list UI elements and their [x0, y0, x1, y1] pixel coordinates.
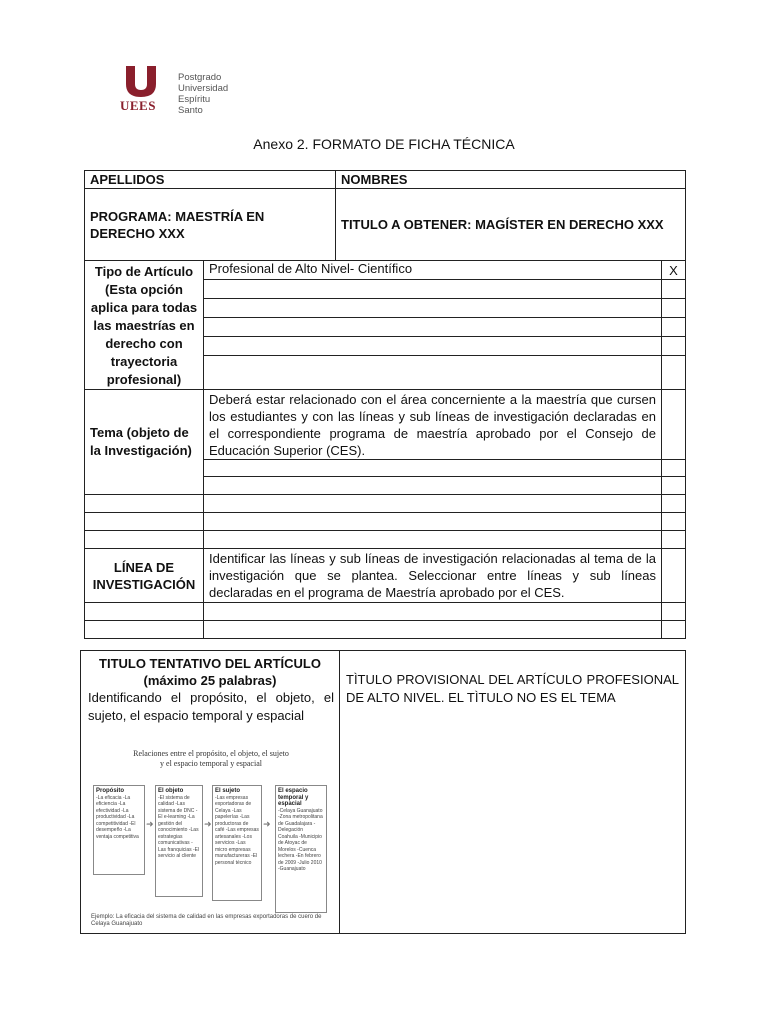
tipo-row-empty[interactable] — [204, 356, 662, 390]
diagram-box-title: El sujeto — [215, 788, 241, 794]
tipo-mark-empty[interactable] — [662, 337, 686, 356]
heading-line-2: (máximo 25 palabras) — [143, 673, 277, 688]
empty-cell[interactable] — [204, 531, 662, 549]
empty-cell — [85, 531, 204, 549]
empty-cell[interactable] — [662, 495, 686, 513]
titulo-obtener-label: TITULO A OBTENER: MAGÍSTER EN DERECHO XXX — [336, 189, 686, 261]
apellidos-label: APELLIDOS — [85, 171, 336, 189]
diagram-box-items: -El sistema de calidad -Las sistema de DNC -El e-learning -La gestión del conocimiento -Las estrategias comunicativas -Las franquicias -El servicio al cliente — [158, 794, 200, 859]
titulo-tentativo-left-cell — [81, 651, 340, 933]
linea-mark[interactable] — [662, 549, 686, 603]
uees-logo — [120, 64, 230, 114]
diagram-title-line-1: Relaciones entre el propósito, el objeto, el sujeto — [133, 749, 289, 758]
diagram-box-items: -Las empresas exportadoras de Celaya -Las papelerías -Las productoras de café -Las empresas artesanales -Los servicios -Las micro empresas manufactureras -El personal técnico — [215, 794, 259, 866]
uees-u-mark-icon — [124, 64, 158, 98]
tema-mark-empty[interactable] — [662, 477, 686, 495]
logo-brand: UEES — [120, 98, 156, 113]
logo-line-espiritu: Espíritu Santo — [178, 94, 211, 116]
tema-label: Tema (objeto de la Investigación) — [85, 390, 204, 495]
diagram-box-items: -La eficacia -La eficiencia -La efectividad -La productividad -La competitividad -El desempeño -La ventaja competitiva — [96, 794, 139, 840]
diagram-title — [91, 749, 331, 769]
empty-cell — [85, 603, 204, 621]
diagram-title-line-2: y el espacio temporal y espacial — [160, 759, 262, 768]
empty-cell[interactable] — [204, 513, 662, 531]
empty-cell[interactable] — [662, 603, 686, 621]
diagram-box-proposito — [93, 785, 145, 875]
arrow-right-icon: ➜ — [204, 819, 212, 829]
tipo-mark-empty[interactable] — [662, 299, 686, 318]
tipo-mark-empty[interactable] — [662, 356, 686, 390]
tipo-row-empty[interactable] — [204, 280, 662, 299]
tipo-row-empty[interactable] — [204, 318, 662, 337]
diagram-box-title: El objeto — [158, 788, 184, 794]
titulo-provisional-text: TÌTULO PROVISIONAL DEL ARTÍCULO PROFESIONAL DE ALTO NIVEL. EL TÌTULO NO ES EL TEMA — [346, 672, 679, 705]
empty-cell — [85, 621, 204, 639]
diagram-box-items: -Celaya Guanajuato -Zona metropolitana de Guadalajara -Delegación Coahuila -Municipio de Atoyac de Morelos -Cuenca lechera -En febrero de 2009 -Julio 2010 -Guanajuato — [278, 807, 323, 872]
tema-row-empty[interactable] — [204, 460, 662, 477]
arrow-right-icon: ➜ — [263, 819, 271, 829]
empty-cell[interactable] — [662, 531, 686, 549]
tema-mark[interactable] — [662, 390, 686, 460]
logo-subtitle — [178, 72, 230, 116]
tema-text: Deberá estar relacionado con el área concerniente a la maestría que cursen los estudiantes y con las líneas y sub líneas de investigación declaradas en el correspondiente programa de maestría aprobado por el Consejo de Educación Superior (CES). — [204, 390, 662, 460]
diagram-box-espacio — [275, 785, 327, 913]
programa-label: PROGRAMA: MAESTRÍA EN DERECHO XXX — [85, 189, 336, 261]
diagram-box-title: El espacio temporal y espacial — [278, 788, 309, 807]
linea-investigacion-label: LÍNEA DE INVESTIGACIÓN — [85, 549, 204, 603]
arrow-right-icon: ➜ — [146, 819, 154, 829]
titulo-tentativo-description: Identificando el propósito, el objeto, el sujeto, el espacio temporal y espacial — [88, 690, 334, 723]
empty-cell — [85, 513, 204, 531]
tema-row-empty[interactable] — [204, 477, 662, 495]
diagram-box-objeto — [155, 785, 203, 897]
diagram-box-title: Propósito — [96, 788, 124, 794]
titulo-tentativo-table — [80, 650, 686, 934]
empty-cell[interactable] — [662, 621, 686, 639]
tipo-row-empty[interactable] — [204, 299, 662, 318]
tema-mark-empty[interactable] — [662, 460, 686, 477]
diagram-box-sujeto — [212, 785, 262, 901]
empty-cell[interactable] — [204, 621, 662, 639]
ficha-tecnica-table — [84, 170, 686, 639]
tipo-option-mark[interactable]: X — [662, 261, 686, 280]
empty-cell[interactable] — [204, 495, 662, 513]
nombres-label: NOMBRES — [336, 171, 686, 189]
tipo-option-cell: Profesional de Alto Nivel- Científico — [204, 261, 662, 280]
tipo-mark-empty[interactable] — [662, 280, 686, 299]
logo-line-postgrado: Postgrado — [178, 72, 222, 83]
empty-cell[interactable] — [662, 513, 686, 531]
document-title: Anexo 2. FORMATO DE FICHA TÉCNICA — [253, 136, 515, 152]
tipo-mark-empty[interactable] — [662, 318, 686, 337]
diagram-footer: Ejemplo: La eficacia del sistema de calidad en las empresas exportadoras de cuero de Celaya Guanajuato — [91, 914, 322, 927]
empty-cell[interactable] — [204, 603, 662, 621]
tipo-articulo-label: Tipo de Artículo (Esta opción aplica para todas las maestrías en derecho con trayectoria profesional) — [85, 261, 204, 390]
empty-cell — [85, 495, 204, 513]
tipo-row-empty[interactable] — [204, 337, 662, 356]
heading-line-1: TITULO TENTATIVO DEL ARTÍCULO — [99, 656, 321, 671]
linea-investigacion-text: Identificar las líneas y sub líneas de investigación relacionadas al tema de la investigación que se plantea. Seleccionar entre líneas y sub líneas declaradas en el programa de Maestría aprobado por el CES. — [204, 549, 662, 603]
logo-line-universidad: Universidad — [178, 83, 229, 94]
titulo-provisional-right-cell — [340, 651, 685, 933]
titulo-tentativo-heading — [81, 655, 339, 689]
relations-diagram-image — [91, 749, 331, 931]
